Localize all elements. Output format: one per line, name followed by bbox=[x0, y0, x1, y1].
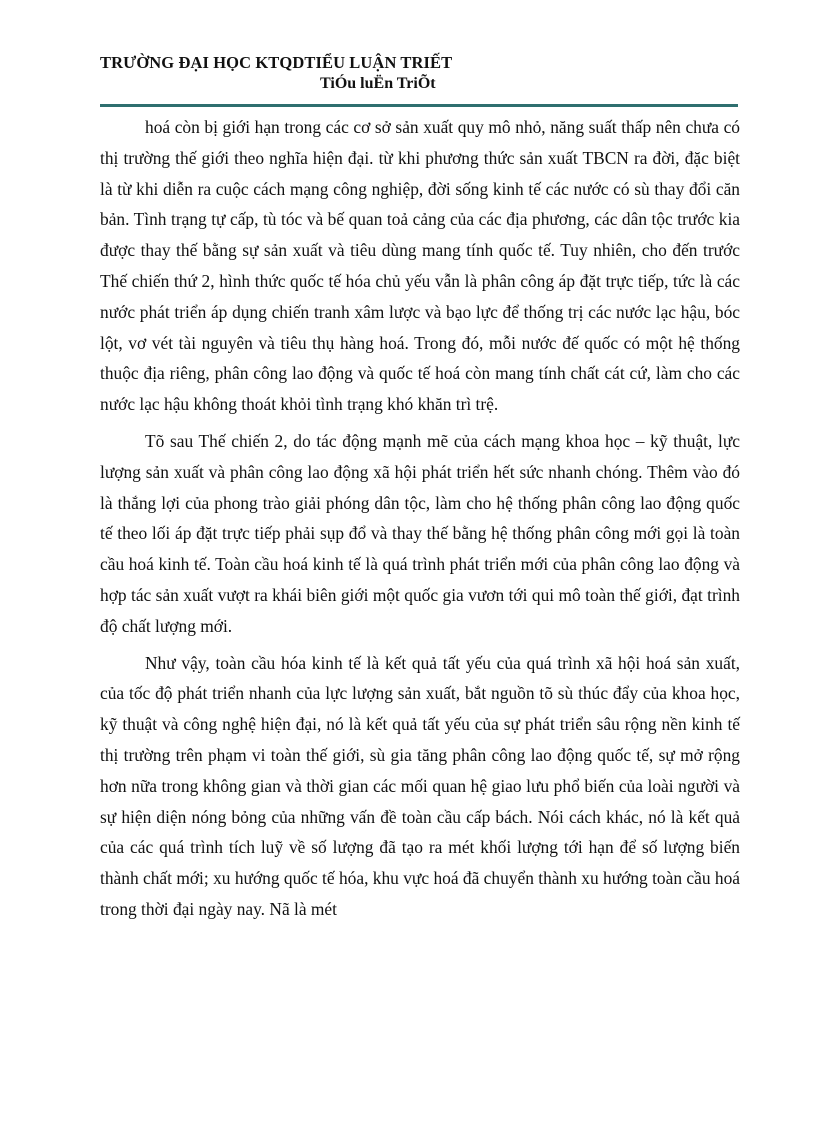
document-body bbox=[100, 112, 740, 925]
page-header bbox=[100, 52, 740, 94]
header-divider bbox=[100, 104, 738, 107]
paragraph: hoá còn bị giới hạn trong các cơ sở sản xuất quy mô nhỏ, năng suất thấp nên chưa có thị trường thế giới theo nghĩa hiện đại. từ khi phương thức sản xuất TBCN ra đời, đặc biệt là từ khi diễn ra cuộc cách mạng công nghiệp, đời sống kinh tế các nước có sù thay đổi căn bản. Tình trạng tự cấp, tù tóc và bế quan toả cảng của các địa phương, các dân tộc trước kia được thay thế bằng sự sản xuất và tiêu dùng mang tính quốc tế. Tuy nhiên, cho đến trước Thế chiến thứ 2, hình thức quốc tế hóa chủ yếu vẫn là phân công áp đặt trực tiếp, tức là các nước phát triển áp dụng chiến tranh xâm lược và bạo lực để thống trị các nước lạc hậu, bóc lột, vơ vét tài nguyên và tiêu thụ hàng hoá. Trong đó, mỗi nước đế quốc có một hệ thống thuộc địa riêng, phân công lao động và quốc tế hoá còn mang tính chất cát cứ, làm cho các nước lạc hậu không thoát khỏi tình trạng khó khăn trì trệ. bbox=[100, 117, 740, 415]
header-subtitle: TiÓu luËn TriÕt bbox=[320, 75, 436, 92]
paragraph: Như vậy, toàn cầu hóa kinh tế là kết quả tất yếu của quá trình xã hội hoá sản xuất, của tốc độ phát triển nhanh của lực lượng sản xuất, bắt nguồn tõ sù thúc đẩy của khoa học, kỹ thuật và công nghệ hiện đại, nó là kết quả tất yếu của sự phát triển sâu rộng nền kinh tế thị trường trên phạm vi toàn thế giới, sù gia tăng phân công lao động quốc tế, sự mở rộng hơn nữa trong không gian và thời gian các mối quan hệ giao lưu phổ biến của loài người và sự hiện diện nóng bỏng của những vấn đề toàn cầu cấp bách. Nói cách khác, nó là kết quả của các quá trình tích luỹ về số lượng đã tạo ra mét khối lượng tới hạn để số lượng biến thành chất mới; xu hướng quốc tế hóa, khu vực hoá đã chuyển thành xu hướng toàn cầu hoá trong thời đại ngày nay. Nã là mét bbox=[100, 652, 740, 919]
paragraph: Tõ sau Thế chiến 2, do tác động mạnh mẽ của cách mạng khoa học – kỹ thuật, lực lượng sản xuất và phân công lao động xã hội phát triển hết sức nhanh chóng. Thêm vào đó là thắng lợi của phong trào giải phóng dân tộc, làm cho hệ thống phân công lao động quốc tế theo lối áp đặt trực tiếp phải sụp đổ và thay thế bằng hệ thống phân công mới gọi là toàn cầu hoá kinh tế. Toàn cầu hoá kinh tế là quá trình phát triển mới của phân công lao động và hợp tác sản xuất vượt ra khái biên giới một quốc gia vươn tới qui mô toàn thế giới, đạt trình độ chất lượng mới. bbox=[100, 430, 740, 636]
header-title: TRƯỜNG ĐẠI HỌC KTQDTIỂU LUẬN TRIẾT bbox=[100, 53, 453, 72]
